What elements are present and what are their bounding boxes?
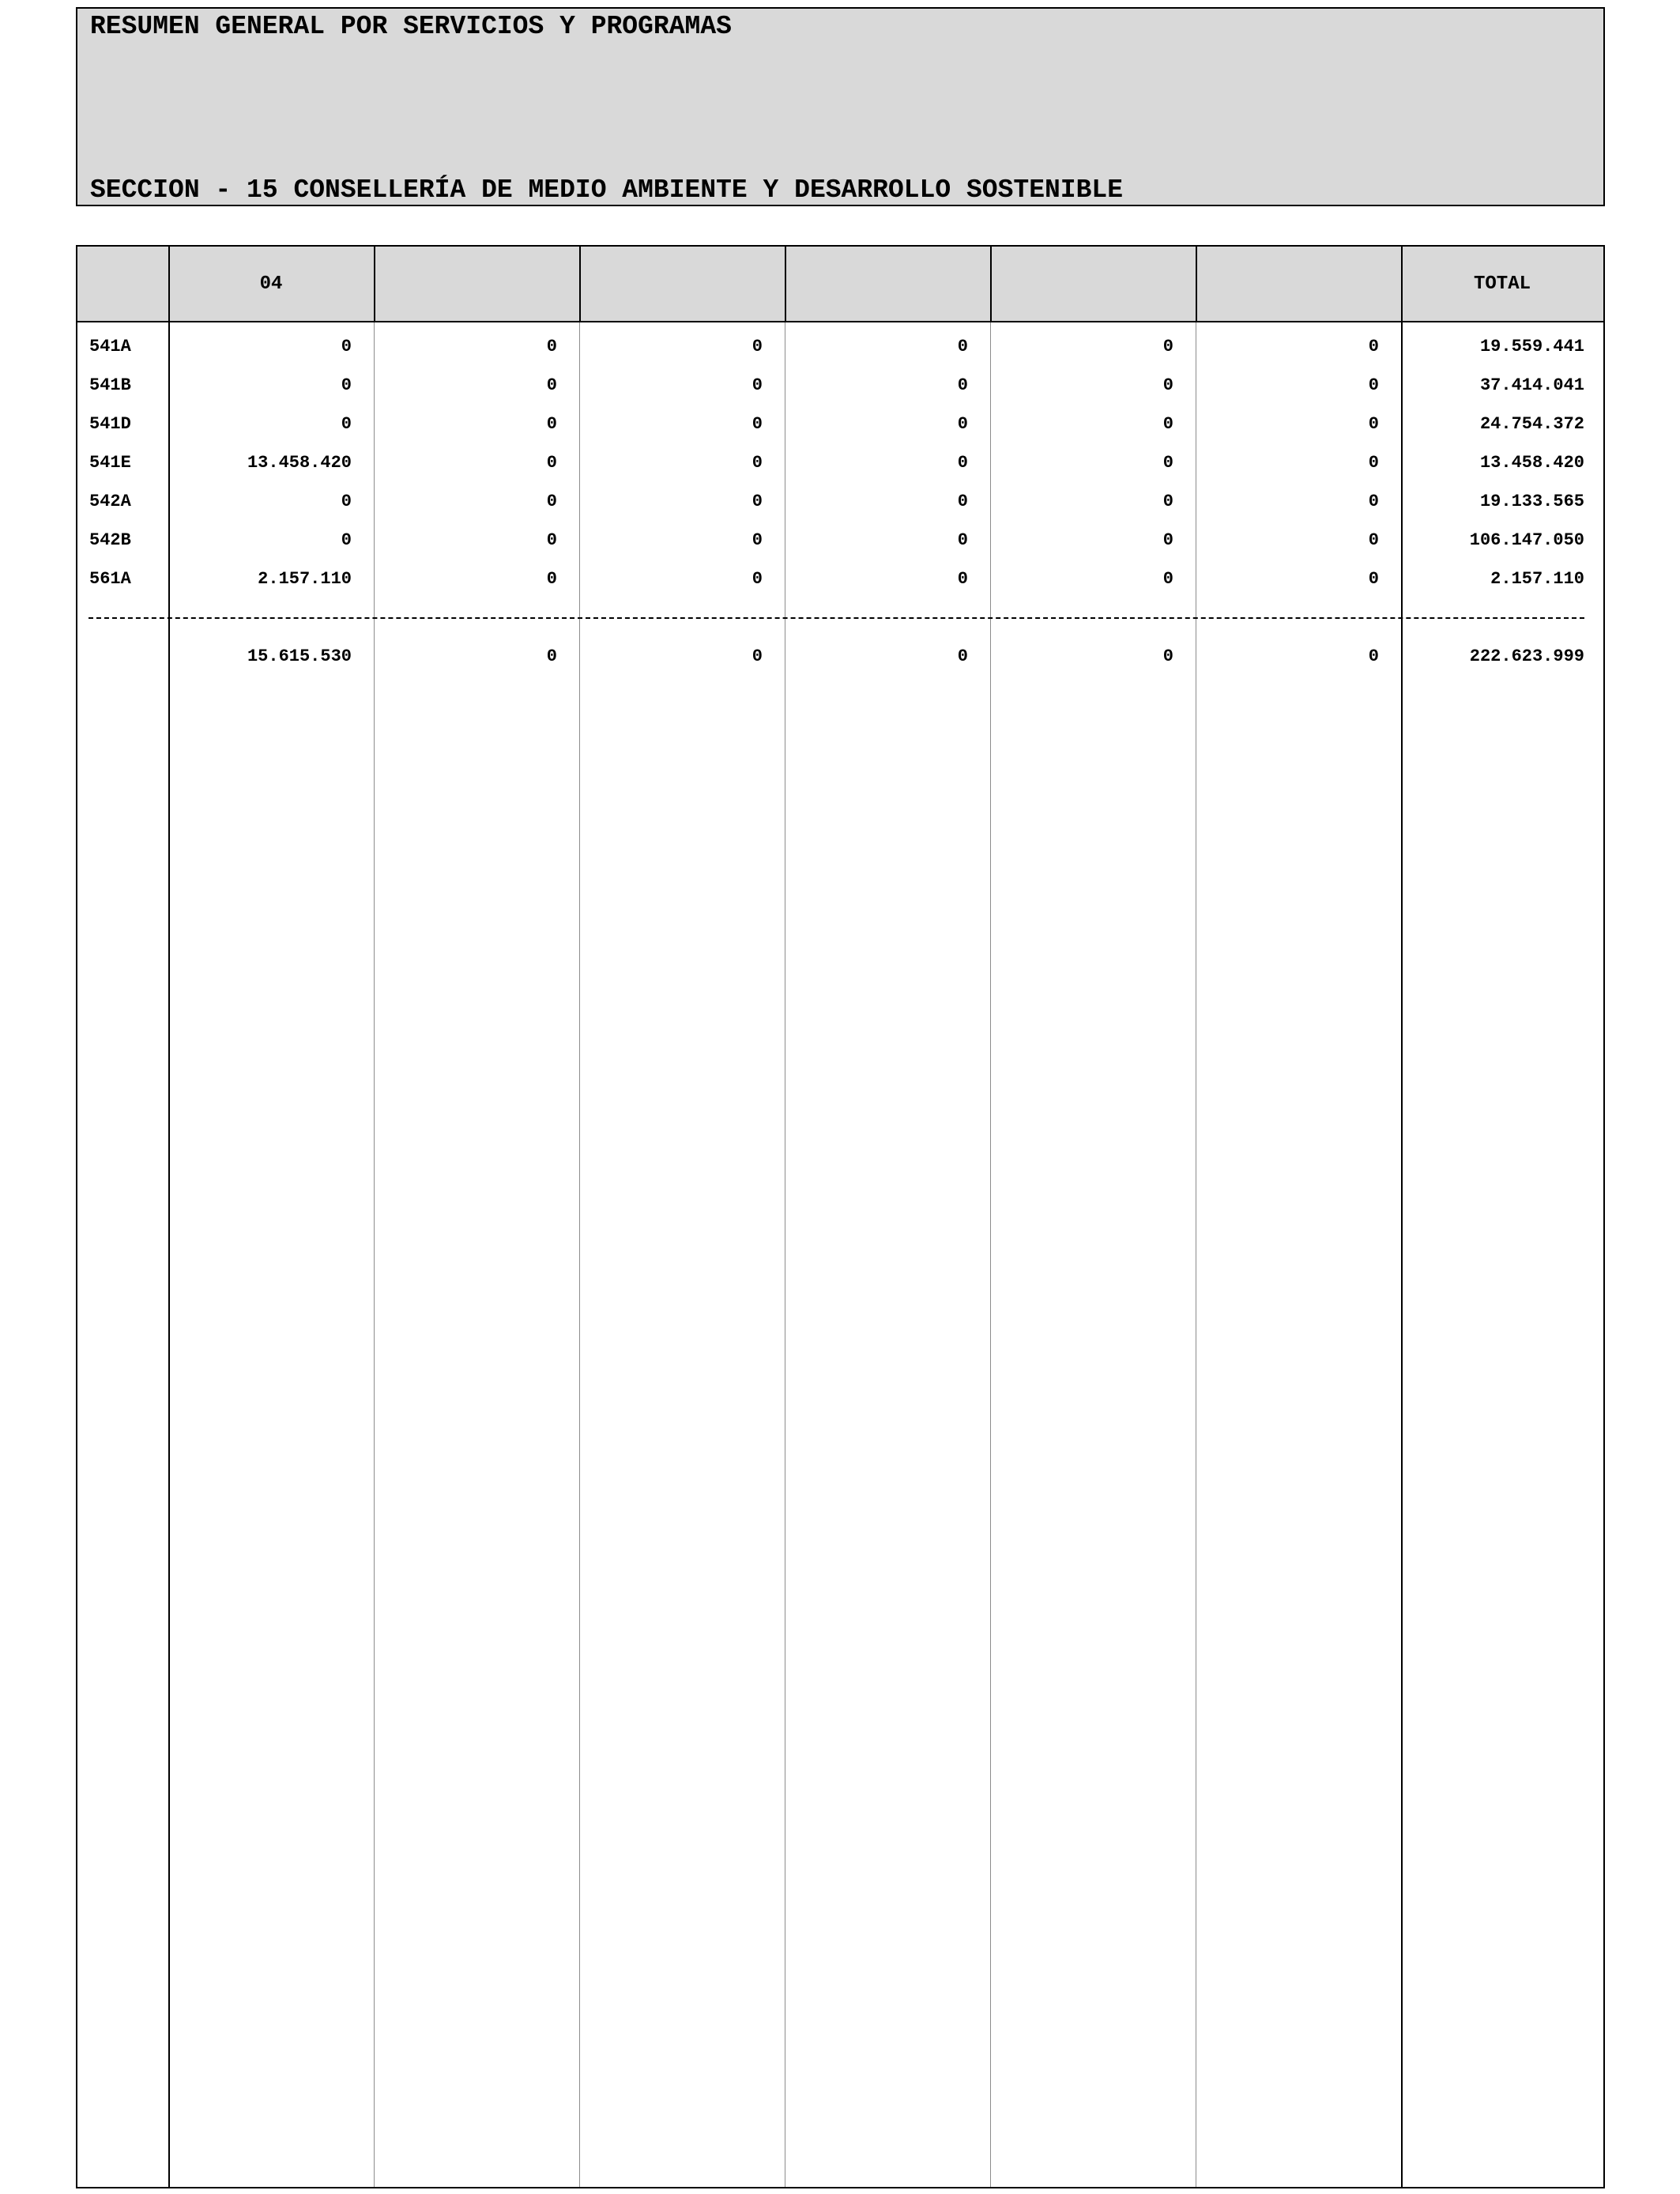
program-code: 541A bbox=[89, 337, 131, 356]
value-cell: 0 bbox=[1162, 414, 1173, 434]
value-cell: 0 bbox=[1368, 453, 1379, 473]
column-header-04: 04 bbox=[259, 273, 283, 295]
column-header-total: TOTAL bbox=[1473, 273, 1531, 295]
value-cell: 0 bbox=[341, 337, 352, 356]
value-cell: 0 bbox=[751, 337, 763, 356]
header-divider bbox=[1196, 247, 1197, 322]
header-divider bbox=[579, 247, 581, 322]
total-cell: 19.133.565 bbox=[1479, 492, 1584, 511]
value-cell: 0 bbox=[1368, 569, 1379, 589]
value-cell: 0 bbox=[1368, 530, 1379, 550]
header-divider bbox=[785, 247, 786, 322]
value-cell: 0 bbox=[751, 375, 763, 395]
total-value-cell: 15.615.530 bbox=[247, 647, 352, 666]
table-row bbox=[77, 571, 1603, 594]
report-header bbox=[76, 7, 1605, 206]
value-cell: 0 bbox=[957, 492, 968, 511]
program-code: 542B bbox=[89, 530, 131, 550]
section-title: SECCION - 15 CONSELLERÍA DE MEDIO AMBIENTE Y DESARROLLO SOSTENIBLE bbox=[90, 175, 1124, 205]
value-cell: 0 bbox=[751, 492, 763, 511]
value-cell: 0 bbox=[751, 530, 763, 550]
value-cell: 0 bbox=[1162, 375, 1173, 395]
value-cell: 0 bbox=[1162, 569, 1173, 589]
value-cell: 0 bbox=[341, 492, 352, 511]
value-cell: 0 bbox=[546, 453, 557, 473]
program-code: 541E bbox=[89, 453, 131, 473]
total-value-cell: 0 bbox=[751, 647, 763, 666]
value-cell: 0 bbox=[751, 453, 763, 473]
total-cell: 24.754.372 bbox=[1479, 414, 1584, 434]
value-cell: 0 bbox=[341, 530, 352, 550]
value-cell: 0 bbox=[957, 414, 968, 434]
value-cell: 0 bbox=[1368, 414, 1379, 434]
report-title: RESUMEN GENERAL POR SERVICIOS Y PROGRAMAS bbox=[90, 12, 732, 41]
table-row bbox=[77, 377, 1603, 401]
program-code: 541B bbox=[89, 375, 131, 395]
total-cell: 37.414.041 bbox=[1479, 375, 1584, 395]
totals-separator bbox=[89, 617, 1584, 619]
value-cell: 0 bbox=[341, 375, 352, 395]
value-cell: 0 bbox=[1368, 337, 1379, 356]
totals-row bbox=[77, 648, 1603, 672]
total-value-cell: 0 bbox=[546, 647, 557, 666]
header-divider bbox=[374, 247, 375, 322]
program-code: 541D bbox=[89, 414, 131, 434]
value-cell: 0 bbox=[1368, 492, 1379, 511]
header-divider bbox=[990, 247, 992, 322]
value-cell: 0 bbox=[1162, 492, 1173, 511]
table-row bbox=[77, 338, 1603, 362]
value-cell: 0 bbox=[751, 569, 763, 589]
summary-table bbox=[76, 245, 1605, 2188]
table-row bbox=[77, 454, 1603, 478]
program-code: 561A bbox=[89, 569, 131, 589]
total-cell: 19.559.441 bbox=[1479, 337, 1584, 356]
value-cell: 0 bbox=[957, 337, 968, 356]
value-cell: 0 bbox=[1162, 337, 1173, 356]
total-cell: 13.458.420 bbox=[1479, 453, 1584, 473]
value-cell: 0 bbox=[546, 337, 557, 356]
table-row bbox=[77, 416, 1603, 439]
total-value-cell: 0 bbox=[1162, 647, 1173, 666]
value-cell: 0 bbox=[1162, 530, 1173, 550]
value-cell: 0 bbox=[1162, 453, 1173, 473]
total-value-cell: 0 bbox=[1368, 647, 1379, 666]
total-cell: 106.147.050 bbox=[1469, 530, 1584, 550]
value-cell: 0 bbox=[546, 530, 557, 550]
value-cell: 0 bbox=[546, 414, 557, 434]
total-value-cell: 0 bbox=[957, 647, 968, 666]
value-cell: 0 bbox=[957, 453, 968, 473]
value-cell: 2.157.110 bbox=[258, 569, 352, 589]
value-cell: 0 bbox=[546, 492, 557, 511]
table-row bbox=[77, 493, 1603, 517]
program-code: 542A bbox=[89, 492, 131, 511]
value-cell: 0 bbox=[1368, 375, 1379, 395]
value-cell: 0 bbox=[957, 530, 968, 550]
value-cell: 0 bbox=[546, 569, 557, 589]
value-cell: 0 bbox=[341, 414, 352, 434]
value-cell: 0 bbox=[751, 414, 763, 434]
total-cell: 2.157.110 bbox=[1490, 569, 1584, 589]
table-row bbox=[77, 532, 1603, 556]
value-cell: 0 bbox=[546, 375, 557, 395]
grand-total-cell: 222.623.999 bbox=[1469, 647, 1584, 666]
value-cell: 13.458.420 bbox=[247, 453, 352, 473]
value-cell: 0 bbox=[957, 569, 968, 589]
value-cell: 0 bbox=[957, 375, 968, 395]
